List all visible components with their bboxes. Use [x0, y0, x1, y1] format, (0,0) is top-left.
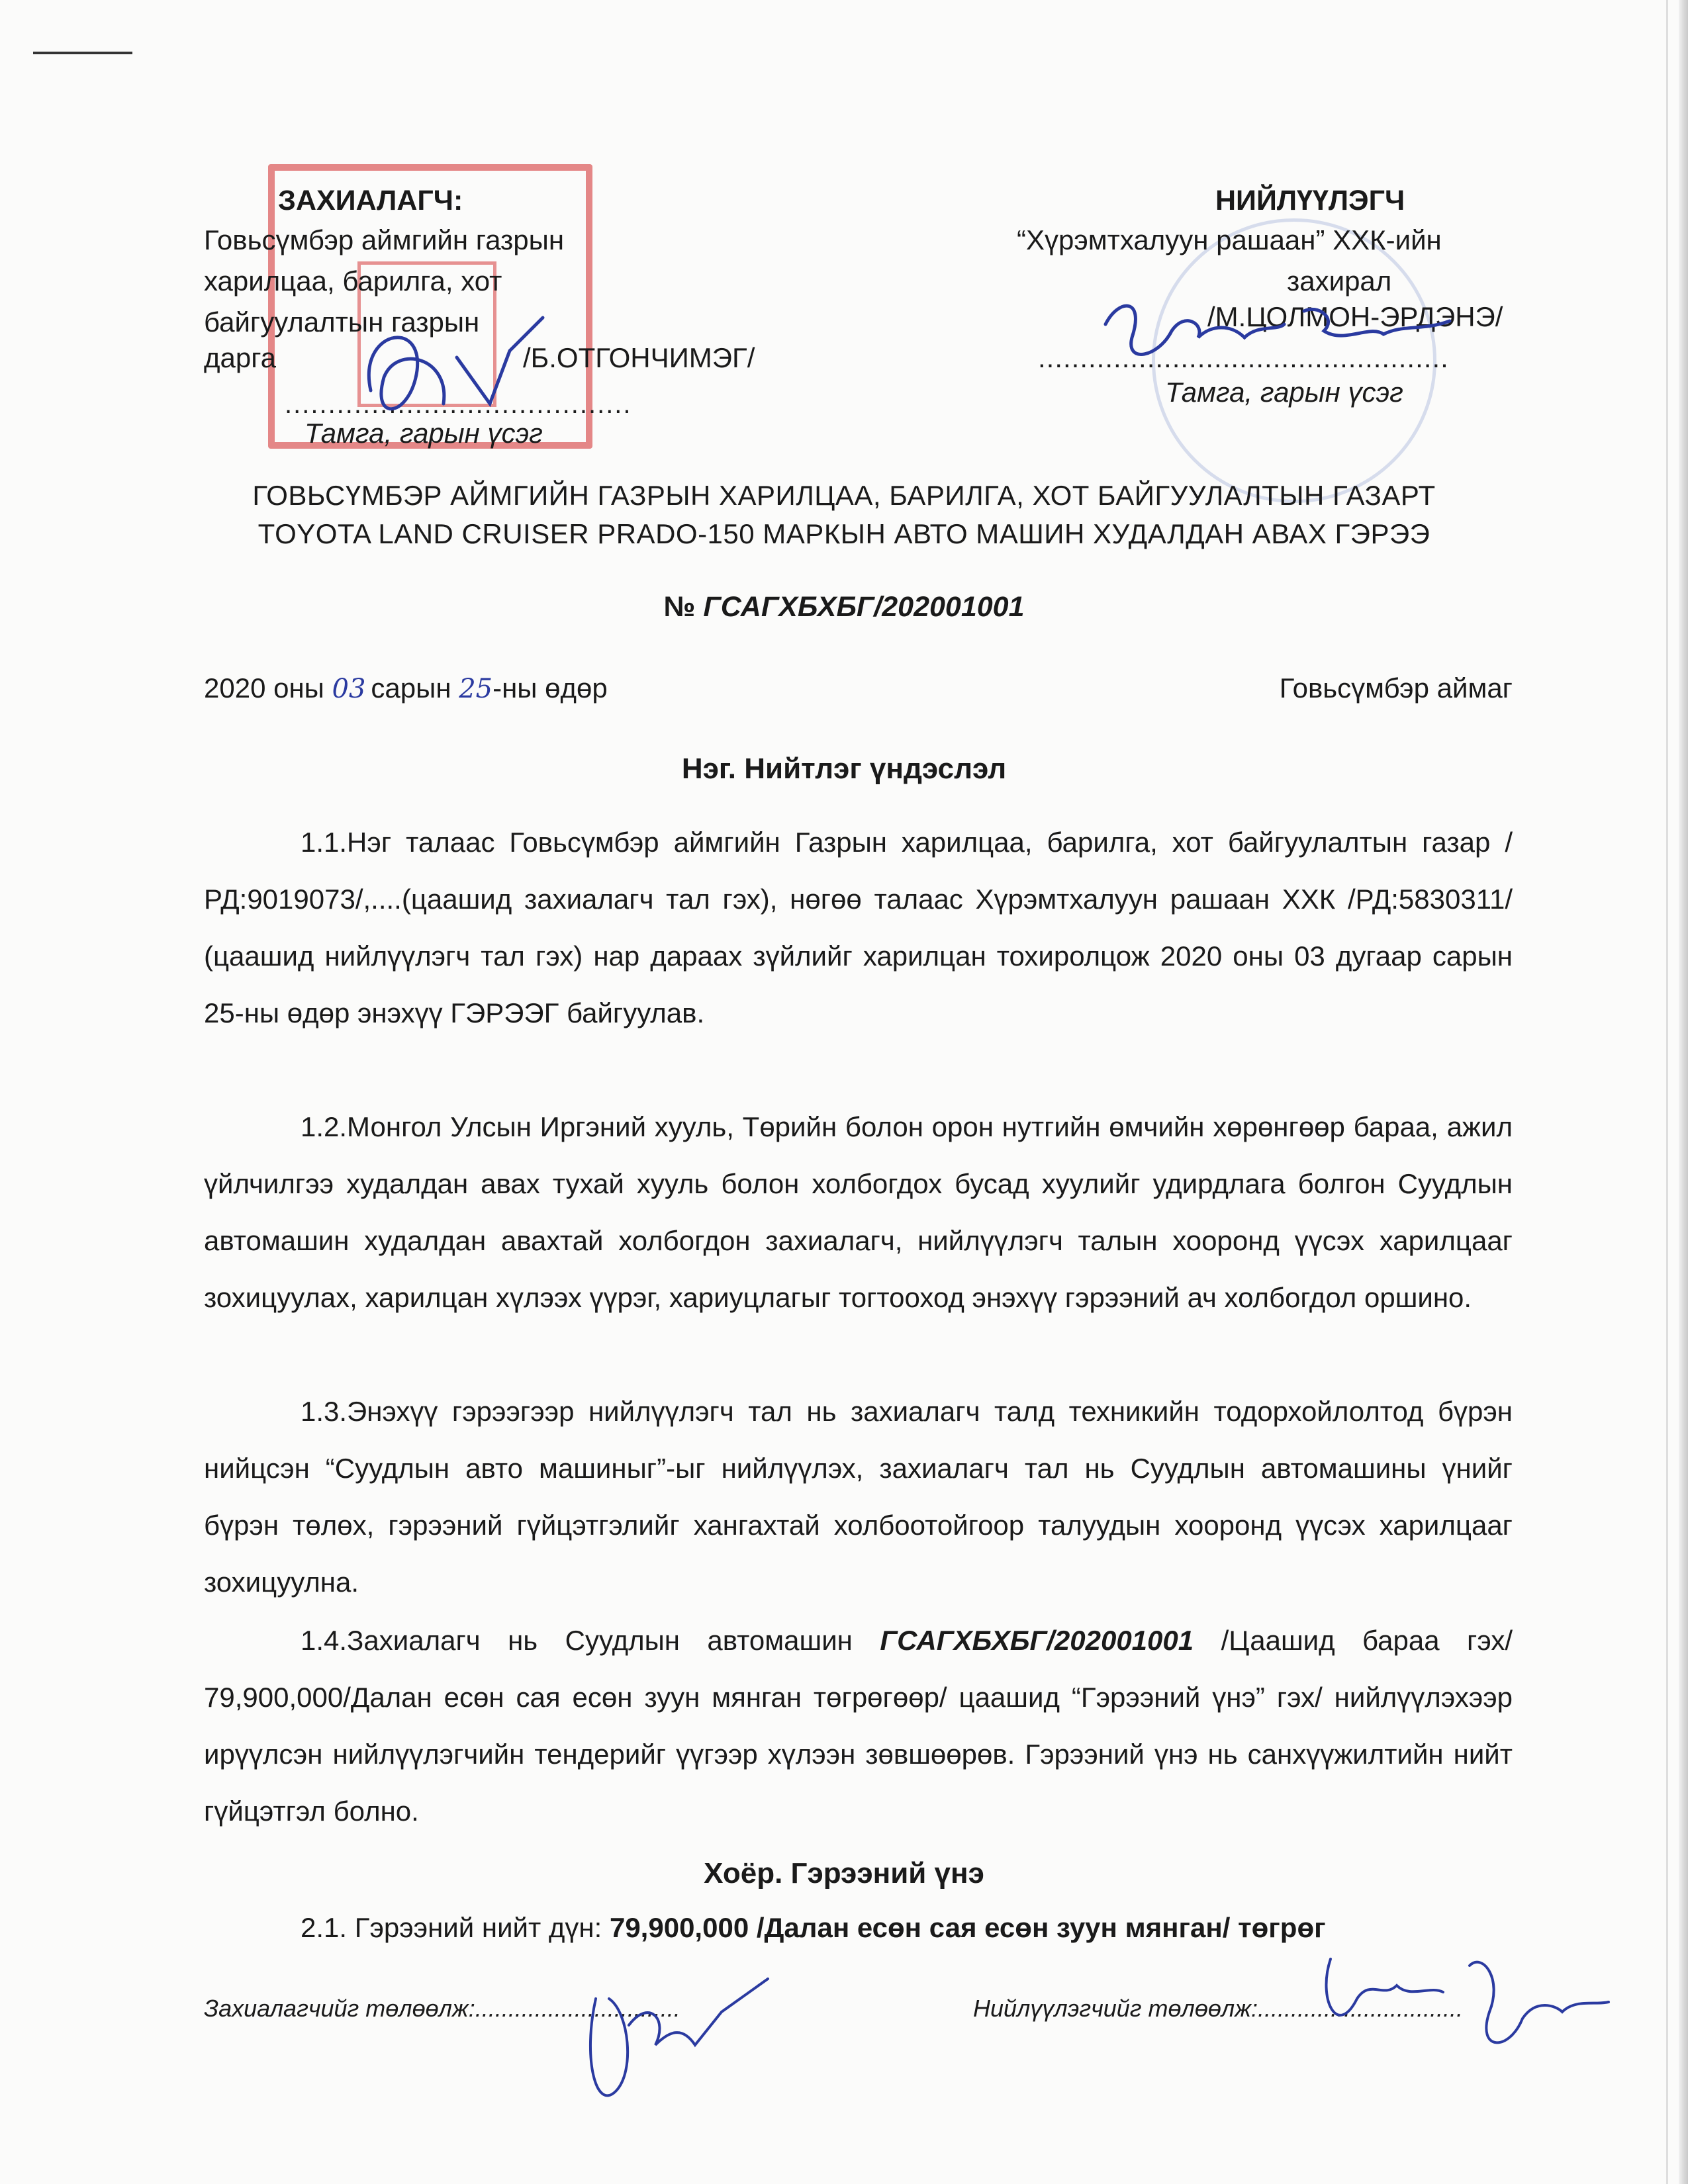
- contract-date: [204, 670, 608, 707]
- supplier-org-line1: “Хүрэмтхалуун рашаан” ХХК-ийн: [1017, 224, 1442, 255]
- customer-title: дарга: [204, 342, 276, 373]
- date-year: 2020 оны: [204, 672, 324, 704]
- clause-1-4-contract-code: ГСАГХБХБГ/202001001: [880, 1625, 1194, 1656]
- scan-mark: [33, 52, 132, 54]
- clause-1-1: 1.1.Нэг талаас Говьсүмбэр аймгийн Газрын харилцаа, барилга, хот байгуулалтын газар /РД:9019073/,....(цаашид захиалагч тал гэх), нөгөө талаас Хүрэмтхалуун рашаан ХХК /РД:5830311/ (цаашид нийлүүлэгч тал гэх) нар дараах зүйлийг харилцан тохиролцож 2020 оны 03 дугаар сарын 25-ны өдөр энэхүү ГЭРЭЭГ байгуулав.: [204, 827, 1513, 1028]
- date-month-label: сарын: [371, 672, 451, 704]
- clause-2-1-label: 2.1. Гэрээний нийт дүн:: [301, 1912, 610, 1943]
- supplier-signature-header: [1092, 285, 1463, 384]
- customer-org-line2: харилцаа, барилга, хот: [204, 265, 502, 296]
- clause-2-1-amount: 79,900,000 /Далан есөн сая есөн зуун мянган/ төгрөг: [609, 1912, 1326, 1943]
- footer-customer-signature: [569, 1959, 781, 2131]
- section2-heading: Хоёр. Гэрээний үнэ: [704, 1857, 984, 1889]
- contract-number: [0, 589, 1688, 626]
- clause-1-4: [204, 1612, 1513, 1840]
- clause-1-3: 1.3.Энэхүү гэрээгээр нийлүүлэгч тал нь захиалагч талд техникийн тодорхойлолтод бүрэн нийцсэн “Суудлын авто машиныг”-ыг нийлүүлэх, захиалагч тал нь Суудлын автомашины үнийг бүрэн төлөх, гэрээний гүйцэтгэлийг хангахтай холбоотойгоор талуудын хооронд үүсэх харилцааг зохицуулна.: [204, 1396, 1513, 1598]
- contract-number-value: ГСАГХБХБГ/202001001: [703, 591, 1025, 623]
- clause-1-4-part-a: 1.4.Захиалагч нь Суудлын автомашин: [301, 1625, 880, 1656]
- customer-org-line3: байгуулалтын газрын: [204, 306, 480, 338]
- customer-org-line1: Говьсүмбэр аймгийн газрын: [204, 224, 565, 255]
- supplier-signature-dots: .................................................: [1038, 342, 1449, 373]
- supplier-stamp-label: Тамга, гарын үсэг: [1165, 377, 1403, 408]
- contract-number-prefix: №: [663, 591, 696, 623]
- clause-1-2: 1.2.Монгол Улсын Иргэний хууль, Төрийн болон орон нутгийн өмчийн хөрөнгөөр бараа, ажил үйлчилгээ худалдан авах тухай хууль болон холбогдох бусад хуулийг удирдлага болгон Суудлын автомашин худалдан авахтай холбогдон захиалагч, нийлүүлэгч талын хооронд үүсэх харилцааг зохицуулах, харилцан хүлээх үүрэг, хариуцлагыг тогтооход энэхүү гэрээний ач холбогдол оршино.: [204, 1111, 1513, 1313]
- date-day-handwritten: 25: [459, 674, 493, 704]
- footer-supplier-signature: [1311, 1939, 1615, 2071]
- customer-stamp-label: Тамга, гарын үсэг: [305, 418, 543, 449]
- supplier-org-line2: захирал: [1287, 265, 1392, 296]
- customer-name: /Б.ОТГОНЧИМЭГ/: [523, 342, 755, 373]
- document-title-line1: ГОВЬСҮМБЭР АЙМГИЙН ГАЗРЫН ХАРИЛЦАА, БАРИЛГА, ХОТ БАЙГУУЛАЛТЫН ГАЗАРТ: [252, 480, 1436, 511]
- clause-1-4-part-c: /Цаашид бараа гэх/ 79,900,000/Далан есөн сая есөн зуун мянган төгрөгөөр/ цаашид “Гэрээний үнэ” гэх/ нийлүүлэхээр ирүүлсэн нийлүүлэгчийн тендерийг үүгээр хүлээн зөвшөөрөв. Гэрээний үнэ нь санхүүжилтийн нийт гүйцэтгэл болно.: [204, 1625, 1513, 1827]
- customer-signature-header: [344, 291, 563, 443]
- document-title-line2: TOYOTA LAND CRUISER PRADO-150 МАРКЫН АВТО МАШИН ХУДАЛДАН АВАХ ГЭРЭЭ: [258, 518, 1430, 549]
- customer-role-heading: ЗАХИАЛАГЧ:: [278, 185, 463, 216]
- supplier-role-heading: НИЙЛҮҮЛЭГЧ: [1215, 185, 1405, 216]
- date-day-label: -ны өдөр: [492, 672, 608, 704]
- section1-heading: Нэг. Нийтлэг үндэслэл: [681, 752, 1007, 785]
- customer-signature-dots: ........................................: [285, 390, 632, 419]
- footer-customer-sign: Захиалагчийг төлөөлж:...............................: [204, 1995, 680, 2022]
- date-month-handwritten: 03: [332, 674, 366, 704]
- footer-supplier-sign: Нийлүүлэгчийг төлөөлж:...............................: [973, 1995, 1464, 2022]
- supplier-name: /М.ЦОЛМОН-ЭРДЭНЭ/: [1207, 301, 1503, 332]
- contract-place: Говьсүмбэр аймаг: [1279, 672, 1513, 704]
